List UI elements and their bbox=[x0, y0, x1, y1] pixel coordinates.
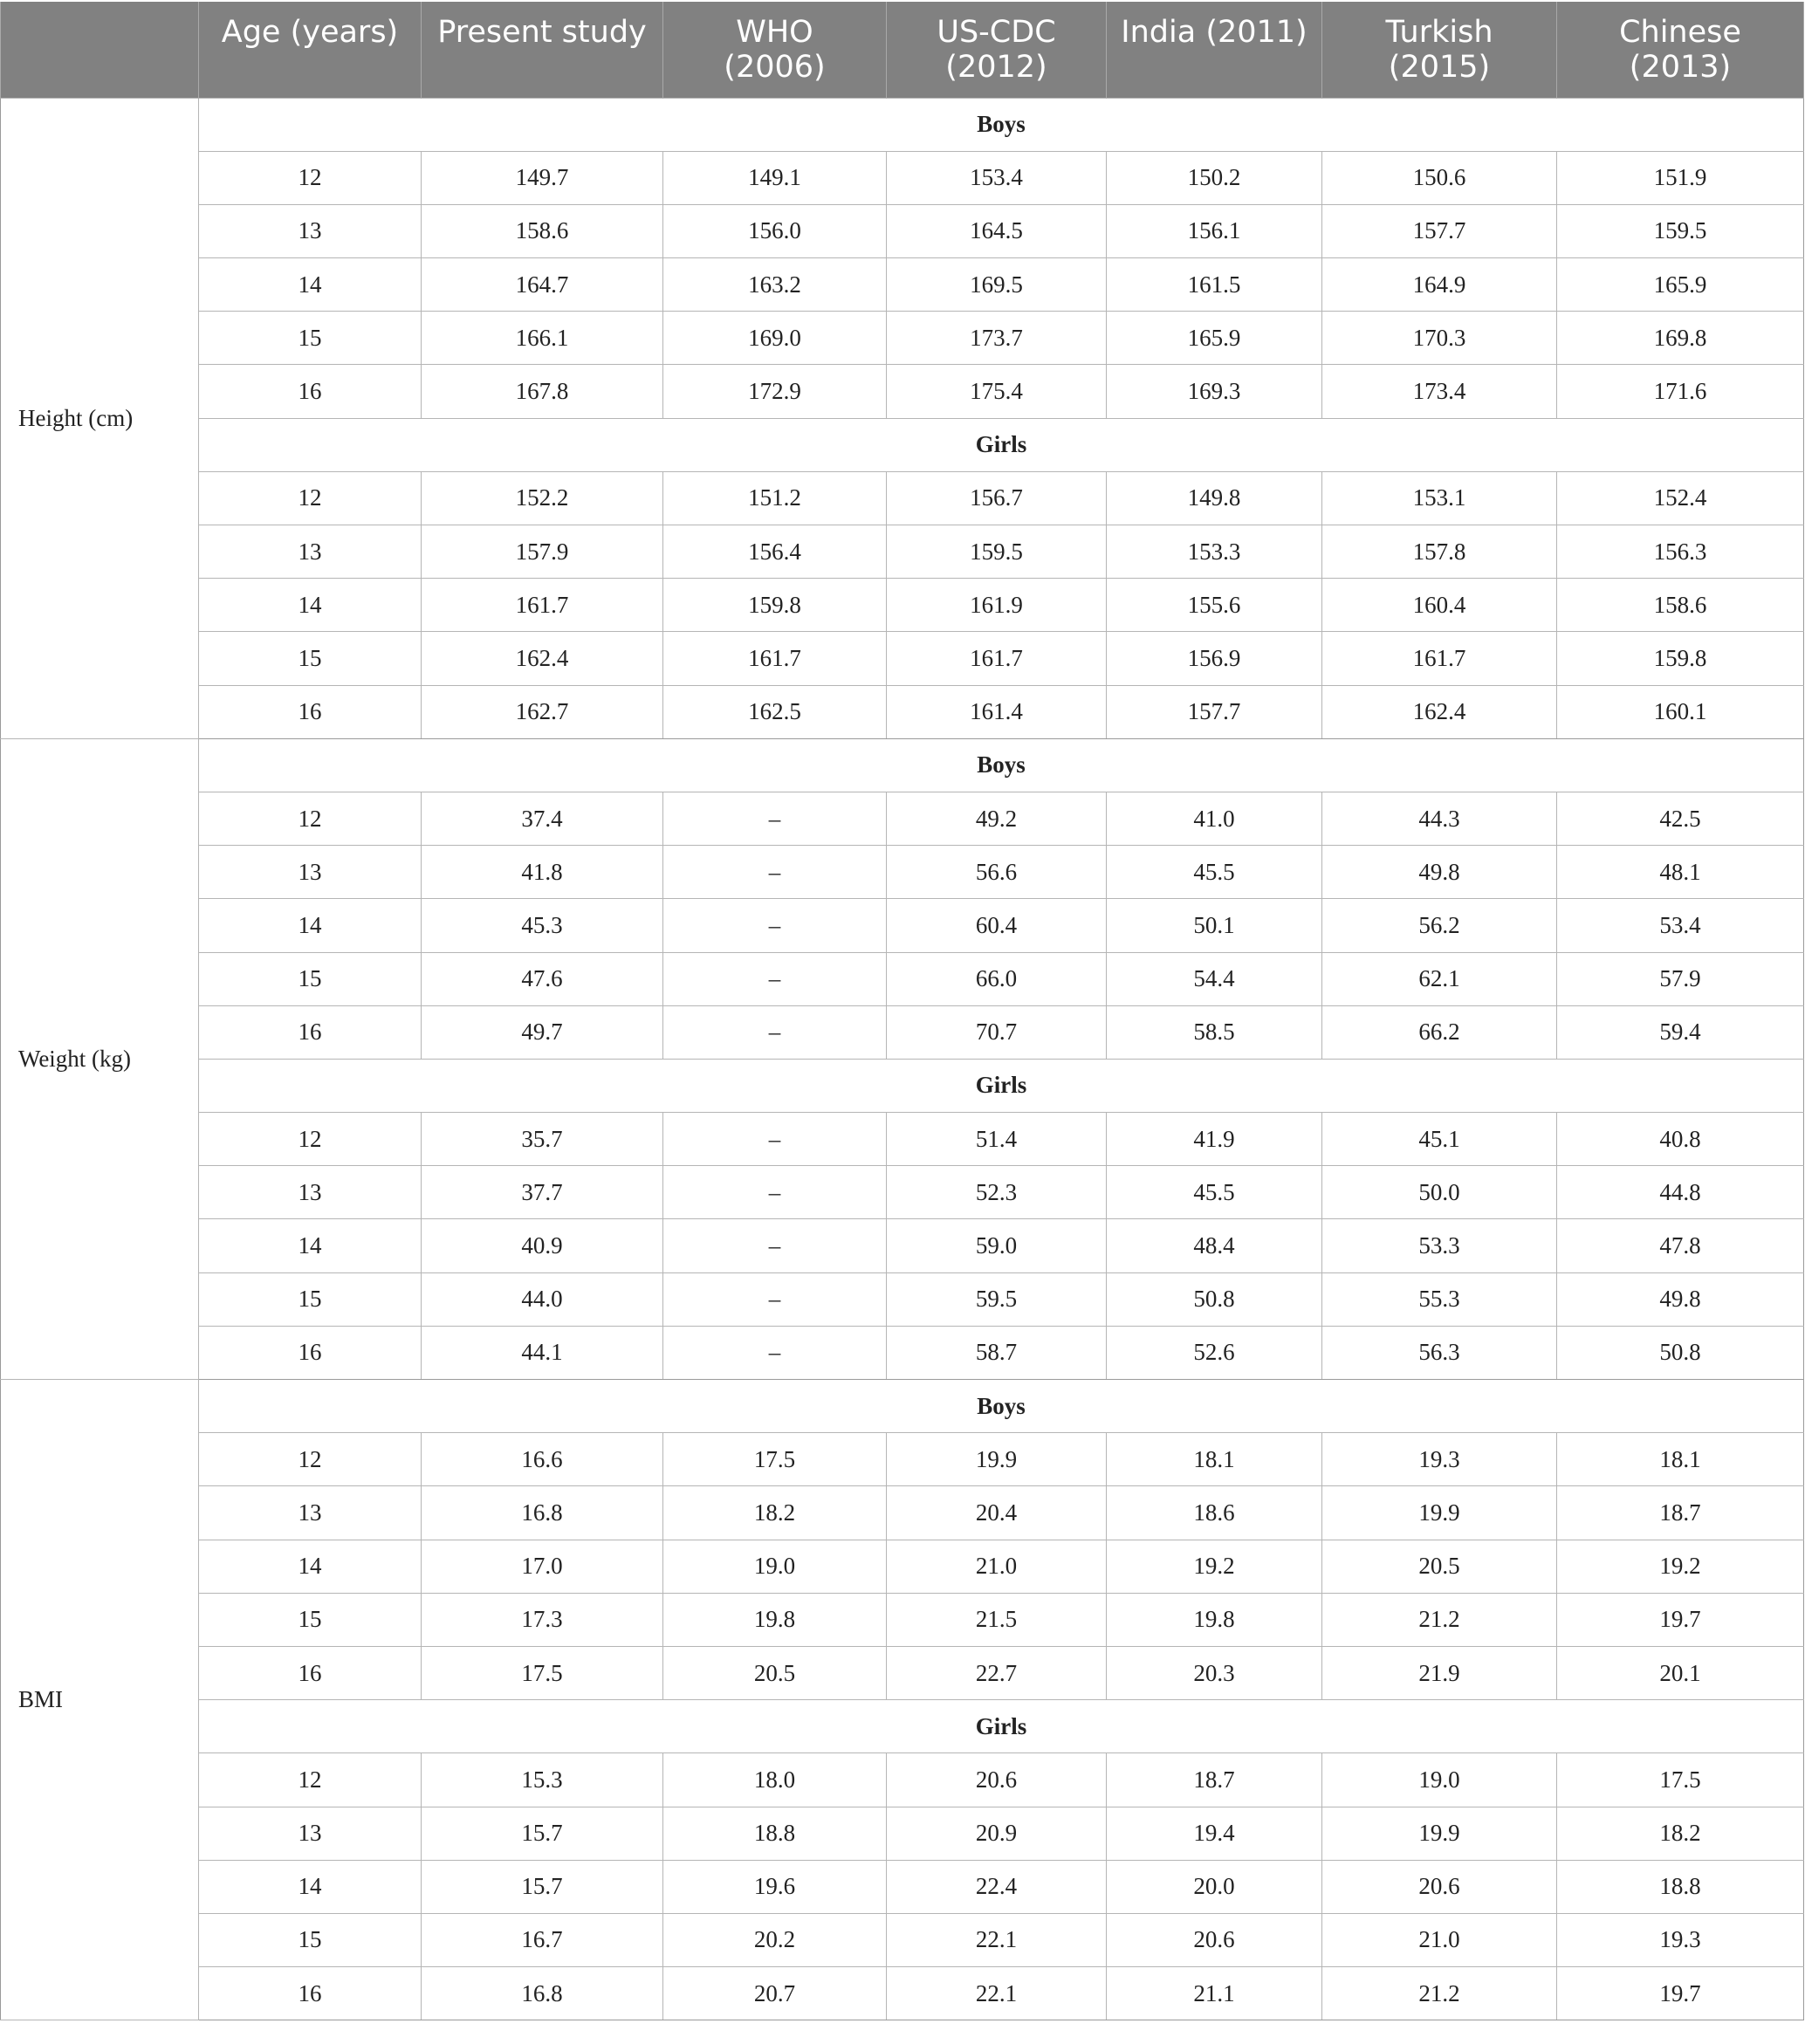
cell-india: 41.9 bbox=[1107, 1113, 1322, 1166]
cell-india: 161.5 bbox=[1107, 258, 1322, 312]
cell-who: 20.2 bbox=[663, 1913, 887, 1966]
header-cell-chinese bbox=[1557, 2, 1804, 98]
cell-age: 14 bbox=[199, 1540, 422, 1593]
cell-age: 16 bbox=[199, 1646, 422, 1699]
cell-present-study: 44.0 bbox=[422, 1272, 663, 1326]
cell-present-study: 40.9 bbox=[422, 1219, 663, 1272]
cell-age: 13 bbox=[199, 1486, 422, 1540]
cell-india: 52.6 bbox=[1107, 1326, 1322, 1379]
cell-india: 150.2 bbox=[1107, 151, 1322, 204]
cell-turkish: 53.3 bbox=[1322, 1219, 1557, 1272]
cell-india: 18.1 bbox=[1107, 1433, 1322, 1486]
cell-age: 14 bbox=[199, 579, 422, 632]
table-row bbox=[1, 1005, 1804, 1059]
cell-india: 18.6 bbox=[1107, 1486, 1322, 1540]
cell-present-study: 17.3 bbox=[422, 1593, 663, 1646]
cell-us-cdc: 161.7 bbox=[887, 632, 1107, 685]
cell-us-cdc: 20.4 bbox=[887, 1486, 1107, 1540]
cell-who: – bbox=[663, 1326, 887, 1379]
cell-us-cdc: 58.7 bbox=[887, 1326, 1107, 1379]
table-row bbox=[1, 1913, 1804, 1966]
header-cell-turkish bbox=[1322, 2, 1557, 98]
cell-present-study: 162.4 bbox=[422, 632, 663, 685]
cell-us-cdc: 22.4 bbox=[887, 1860, 1107, 1913]
table-row bbox=[1, 1486, 1804, 1540]
cell-who: – bbox=[663, 1219, 887, 1272]
cell-india: 156.9 bbox=[1107, 632, 1322, 685]
cell-chinese: 152.4 bbox=[1557, 471, 1804, 525]
cell-us-cdc: 49.2 bbox=[887, 792, 1107, 845]
table-row bbox=[1, 1540, 1804, 1593]
header-turkish-name: Turkish bbox=[1385, 15, 1493, 50]
cell-present-study: 17.5 bbox=[422, 1646, 663, 1699]
cell-who: 161.7 bbox=[663, 632, 887, 685]
table-row bbox=[1, 1166, 1804, 1219]
cell-turkish: 153.1 bbox=[1322, 471, 1557, 525]
cell-us-cdc: 21.5 bbox=[887, 1593, 1107, 1646]
subgroup-row bbox=[1, 1380, 1804, 1433]
cell-present-study: 41.8 bbox=[422, 846, 663, 899]
header-cell-age: Age (years) bbox=[199, 2, 422, 98]
cell-chinese: 158.6 bbox=[1557, 579, 1804, 632]
cell-us-cdc: 66.0 bbox=[887, 952, 1107, 1005]
cell-us-cdc: 156.7 bbox=[887, 471, 1107, 525]
cell-us-cdc: 173.7 bbox=[887, 312, 1107, 365]
cell-us-cdc: 22.1 bbox=[887, 1967, 1107, 2020]
cell-present-study: 37.4 bbox=[422, 792, 663, 845]
sex-subheading: Boys bbox=[199, 1380, 1804, 1433]
cell-age: 15 bbox=[199, 1913, 422, 1966]
cell-age: 13 bbox=[199, 204, 422, 257]
header-us-cdc-name: US-CDC bbox=[937, 15, 1056, 50]
cell-india: 20.3 bbox=[1107, 1646, 1322, 1699]
cell-who: 20.7 bbox=[663, 1967, 887, 2020]
cell-chinese: 19.7 bbox=[1557, 1967, 1804, 2020]
cell-chinese: 151.9 bbox=[1557, 151, 1804, 204]
cell-chinese: 19.7 bbox=[1557, 1593, 1804, 1646]
cell-turkish: 44.3 bbox=[1322, 792, 1557, 845]
cell-chinese: 156.3 bbox=[1557, 525, 1804, 579]
cell-present-study: 49.7 bbox=[422, 1005, 663, 1059]
cell-us-cdc: 21.0 bbox=[887, 1540, 1107, 1593]
cell-india: 19.4 bbox=[1107, 1807, 1322, 1860]
table-row bbox=[1, 471, 1804, 525]
cell-age: 15 bbox=[199, 312, 422, 365]
table-row bbox=[1, 1433, 1804, 1486]
cell-age: 14 bbox=[199, 258, 422, 312]
subgroup-row bbox=[1, 1700, 1804, 1753]
cell-who: 19.6 bbox=[663, 1860, 887, 1913]
cell-present-study: 162.7 bbox=[422, 685, 663, 738]
cell-chinese: 169.8 bbox=[1557, 312, 1804, 365]
cell-age: 12 bbox=[199, 1753, 422, 1807]
table-row bbox=[1, 685, 1804, 738]
cell-us-cdc: 161.9 bbox=[887, 579, 1107, 632]
header-cell-india: India (2011) bbox=[1107, 2, 1322, 98]
cell-turkish: 21.2 bbox=[1322, 1967, 1557, 2020]
cell-chinese: 18.7 bbox=[1557, 1486, 1804, 1540]
cell-chinese: 19.2 bbox=[1557, 1540, 1804, 1593]
cell-present-study: 152.2 bbox=[422, 471, 663, 525]
cell-age: 14 bbox=[199, 1219, 422, 1272]
cell-who: 19.0 bbox=[663, 1540, 887, 1593]
cell-age: 16 bbox=[199, 1967, 422, 2020]
sex-subheading: Girls bbox=[199, 418, 1804, 471]
cell-india: 157.7 bbox=[1107, 685, 1322, 738]
table-row bbox=[1, 846, 1804, 899]
cell-india: 20.0 bbox=[1107, 1860, 1322, 1913]
cell-who: 172.9 bbox=[663, 365, 887, 418]
comparison-table-wrapper bbox=[0, 2, 1803, 2020]
cell-chinese: 160.1 bbox=[1557, 685, 1804, 738]
cell-chinese: 57.9 bbox=[1557, 952, 1804, 1005]
header-cell-us-cdc bbox=[887, 2, 1107, 98]
cell-turkish: 49.8 bbox=[1322, 846, 1557, 899]
cell-india: 169.3 bbox=[1107, 365, 1322, 418]
cell-turkish: 164.9 bbox=[1322, 258, 1557, 312]
cell-age: 14 bbox=[199, 899, 422, 952]
cell-us-cdc: 175.4 bbox=[887, 365, 1107, 418]
table-row bbox=[1, 1860, 1804, 1913]
cell-turkish: 45.1 bbox=[1322, 1113, 1557, 1166]
cell-age: 13 bbox=[199, 1166, 422, 1219]
cell-turkish: 160.4 bbox=[1322, 579, 1557, 632]
table-row bbox=[1, 1967, 1804, 2020]
cell-turkish: 162.4 bbox=[1322, 685, 1557, 738]
cell-turkish: 19.0 bbox=[1322, 1753, 1557, 1807]
cell-chinese: 165.9 bbox=[1557, 258, 1804, 312]
cell-present-study: 157.9 bbox=[422, 525, 663, 579]
cell-chinese: 42.5 bbox=[1557, 792, 1804, 845]
table-row bbox=[1, 1753, 1804, 1807]
table-row bbox=[1, 1219, 1804, 1272]
cell-us-cdc: 20.9 bbox=[887, 1807, 1107, 1860]
cell-who: 17.5 bbox=[663, 1433, 887, 1486]
cell-us-cdc: 59.0 bbox=[887, 1219, 1107, 1272]
cell-india: 20.6 bbox=[1107, 1913, 1322, 1966]
cell-present-study: 166.1 bbox=[422, 312, 663, 365]
cell-india: 155.6 bbox=[1107, 579, 1322, 632]
cell-turkish: 150.6 bbox=[1322, 151, 1557, 204]
cell-india: 41.0 bbox=[1107, 792, 1322, 845]
table-row bbox=[1, 1593, 1804, 1646]
table-body bbox=[1, 98, 1804, 2020]
cell-turkish: 19.9 bbox=[1322, 1807, 1557, 1860]
cell-turkish: 21.9 bbox=[1322, 1646, 1557, 1699]
cell-present-study: 15.3 bbox=[422, 1753, 663, 1807]
cell-turkish: 62.1 bbox=[1322, 952, 1557, 1005]
cell-india: 165.9 bbox=[1107, 312, 1322, 365]
cell-turkish: 55.3 bbox=[1322, 1272, 1557, 1326]
cell-chinese: 47.8 bbox=[1557, 1219, 1804, 1272]
table-header bbox=[1, 2, 1804, 98]
header-us-cdc-year: (2012) bbox=[945, 50, 1047, 85]
cell-india: 45.5 bbox=[1107, 1166, 1322, 1219]
header-cell-measure bbox=[1, 2, 199, 98]
cell-chinese: 59.4 bbox=[1557, 1005, 1804, 1059]
cell-who: 20.5 bbox=[663, 1646, 887, 1699]
cell-chinese: 20.1 bbox=[1557, 1646, 1804, 1699]
table-row bbox=[1, 579, 1804, 632]
cell-india: 54.4 bbox=[1107, 952, 1322, 1005]
cell-us-cdc: 161.4 bbox=[887, 685, 1107, 738]
cell-age: 12 bbox=[199, 151, 422, 204]
cell-age: 13 bbox=[199, 1807, 422, 1860]
table-row bbox=[1, 151, 1804, 204]
sex-subheading: Boys bbox=[199, 98, 1804, 151]
cell-india: 45.5 bbox=[1107, 846, 1322, 899]
cell-us-cdc: 153.4 bbox=[887, 151, 1107, 204]
cell-who: 159.8 bbox=[663, 579, 887, 632]
cell-us-cdc: 60.4 bbox=[887, 899, 1107, 952]
cell-chinese: 171.6 bbox=[1557, 365, 1804, 418]
header-row bbox=[1, 2, 1804, 98]
cell-who: – bbox=[663, 899, 887, 952]
cell-india: 18.7 bbox=[1107, 1753, 1322, 1807]
cell-age: 12 bbox=[199, 792, 422, 845]
cell-india: 48.4 bbox=[1107, 1219, 1322, 1272]
cell-turkish: 21.0 bbox=[1322, 1913, 1557, 1966]
header-turkish-year: (2015) bbox=[1388, 50, 1491, 85]
header-who-year: (2006) bbox=[724, 50, 826, 85]
table-row bbox=[1, 258, 1804, 312]
cell-present-study: 161.7 bbox=[422, 579, 663, 632]
cell-who: 151.2 bbox=[663, 471, 887, 525]
cell-who: 18.2 bbox=[663, 1486, 887, 1540]
cell-present-study: 15.7 bbox=[422, 1807, 663, 1860]
cell-age: 15 bbox=[199, 1272, 422, 1326]
cell-age: 12 bbox=[199, 471, 422, 525]
cell-present-study: 47.6 bbox=[422, 952, 663, 1005]
cell-chinese: 18.1 bbox=[1557, 1433, 1804, 1486]
cell-turkish: 56.3 bbox=[1322, 1326, 1557, 1379]
header-chinese-year: (2013) bbox=[1629, 50, 1732, 85]
cell-present-study: 164.7 bbox=[422, 258, 663, 312]
cell-chinese: 18.2 bbox=[1557, 1807, 1804, 1860]
table-row bbox=[1, 312, 1804, 365]
cell-india: 50.8 bbox=[1107, 1272, 1322, 1326]
cell-turkish: 56.2 bbox=[1322, 899, 1557, 952]
cell-who: – bbox=[663, 1005, 887, 1059]
cell-chinese: 49.8 bbox=[1557, 1272, 1804, 1326]
cell-us-cdc: 56.6 bbox=[887, 846, 1107, 899]
cell-who: – bbox=[663, 846, 887, 899]
cell-age: 16 bbox=[199, 685, 422, 738]
cell-who: 18.8 bbox=[663, 1807, 887, 1860]
cell-turkish: 21.2 bbox=[1322, 1593, 1557, 1646]
cell-turkish: 19.9 bbox=[1322, 1486, 1557, 1540]
cell-turkish: 157.7 bbox=[1322, 204, 1557, 257]
subgroup-row bbox=[1, 1059, 1804, 1112]
cell-present-study: 44.1 bbox=[422, 1326, 663, 1379]
cell-present-study: 16.8 bbox=[422, 1486, 663, 1540]
cell-turkish: 173.4 bbox=[1322, 365, 1557, 418]
cell-us-cdc: 164.5 bbox=[887, 204, 1107, 257]
measure-label: Height (cm) bbox=[1, 98, 199, 738]
cell-us-cdc: 70.7 bbox=[887, 1005, 1107, 1059]
cell-age: 13 bbox=[199, 846, 422, 899]
cell-turkish: 20.6 bbox=[1322, 1860, 1557, 1913]
cell-who: 162.5 bbox=[663, 685, 887, 738]
cell-turkish: 170.3 bbox=[1322, 312, 1557, 365]
cell-us-cdc: 19.9 bbox=[887, 1433, 1107, 1486]
cell-india: 19.8 bbox=[1107, 1593, 1322, 1646]
cell-chinese: 40.8 bbox=[1557, 1113, 1804, 1166]
cell-us-cdc: 22.1 bbox=[887, 1913, 1107, 1966]
cell-present-study: 35.7 bbox=[422, 1113, 663, 1166]
cell-present-study: 158.6 bbox=[422, 204, 663, 257]
cell-who: – bbox=[663, 1272, 887, 1326]
cell-turkish: 19.3 bbox=[1322, 1433, 1557, 1486]
cell-chinese: 18.8 bbox=[1557, 1860, 1804, 1913]
cell-present-study: 45.3 bbox=[422, 899, 663, 952]
subgroup-row bbox=[1, 98, 1804, 151]
cell-chinese: 159.8 bbox=[1557, 632, 1804, 685]
cell-turkish: 161.7 bbox=[1322, 632, 1557, 685]
table-row bbox=[1, 1272, 1804, 1326]
table-row bbox=[1, 365, 1804, 418]
cell-chinese: 48.1 bbox=[1557, 846, 1804, 899]
cell-who: 149.1 bbox=[663, 151, 887, 204]
header-who-name: WHO bbox=[736, 15, 813, 50]
cell-us-cdc: 52.3 bbox=[887, 1166, 1107, 1219]
cell-present-study: 37.7 bbox=[422, 1166, 663, 1219]
cell-present-study: 16.8 bbox=[422, 1967, 663, 2020]
sex-subheading: Girls bbox=[199, 1059, 1804, 1112]
cell-who: – bbox=[663, 952, 887, 1005]
cell-us-cdc: 59.5 bbox=[887, 1272, 1107, 1326]
cell-who: 156.0 bbox=[663, 204, 887, 257]
measure-label: Weight (kg) bbox=[1, 738, 199, 1379]
cell-chinese: 50.8 bbox=[1557, 1326, 1804, 1379]
cell-turkish: 157.8 bbox=[1322, 525, 1557, 579]
table-row bbox=[1, 632, 1804, 685]
sex-subheading: Boys bbox=[199, 738, 1804, 792]
header-chinese-name: Chinese bbox=[1619, 15, 1741, 50]
cell-who: 19.8 bbox=[663, 1593, 887, 1646]
cell-us-cdc: 20.6 bbox=[887, 1753, 1107, 1807]
cell-chinese: 19.3 bbox=[1557, 1913, 1804, 1966]
cell-turkish: 50.0 bbox=[1322, 1166, 1557, 1219]
cell-who: – bbox=[663, 1113, 887, 1166]
cell-chinese: 159.5 bbox=[1557, 204, 1804, 257]
cell-turkish: 66.2 bbox=[1322, 1005, 1557, 1059]
cell-who: 163.2 bbox=[663, 258, 887, 312]
table-row bbox=[1, 1646, 1804, 1699]
cell-present-study: 149.7 bbox=[422, 151, 663, 204]
cell-india: 21.1 bbox=[1107, 1967, 1322, 2020]
cell-india: 50.1 bbox=[1107, 899, 1322, 952]
subgroup-row bbox=[1, 418, 1804, 471]
cell-who: – bbox=[663, 1166, 887, 1219]
cell-india: 156.1 bbox=[1107, 204, 1322, 257]
cell-present-study: 17.0 bbox=[422, 1540, 663, 1593]
cell-chinese: 44.8 bbox=[1557, 1166, 1804, 1219]
cell-us-cdc: 159.5 bbox=[887, 525, 1107, 579]
cell-present-study: 16.7 bbox=[422, 1913, 663, 1966]
cell-age: 15 bbox=[199, 952, 422, 1005]
cell-us-cdc: 169.5 bbox=[887, 258, 1107, 312]
header-cell-who bbox=[663, 2, 887, 98]
table-row bbox=[1, 792, 1804, 845]
subgroup-row bbox=[1, 738, 1804, 792]
header-cell-present-study: Present study bbox=[422, 2, 663, 98]
cell-who: 156.4 bbox=[663, 525, 887, 579]
cell-turkish: 20.5 bbox=[1322, 1540, 1557, 1593]
cell-age: 12 bbox=[199, 1113, 422, 1166]
table-row bbox=[1, 204, 1804, 257]
cell-who: – bbox=[663, 792, 887, 845]
cell-age: 13 bbox=[199, 525, 422, 579]
cell-present-study: 15.7 bbox=[422, 1860, 663, 1913]
table-row bbox=[1, 952, 1804, 1005]
cell-us-cdc: 51.4 bbox=[887, 1113, 1107, 1166]
sex-subheading: Girls bbox=[199, 1700, 1804, 1753]
table-row bbox=[1, 899, 1804, 952]
cell-age: 14 bbox=[199, 1860, 422, 1913]
cell-age: 12 bbox=[199, 1433, 422, 1486]
table-row bbox=[1, 1326, 1804, 1379]
cell-present-study: 16.6 bbox=[422, 1433, 663, 1486]
table-row bbox=[1, 1807, 1804, 1860]
cell-us-cdc: 22.7 bbox=[887, 1646, 1107, 1699]
cell-present-study: 167.8 bbox=[422, 365, 663, 418]
cell-age: 15 bbox=[199, 1593, 422, 1646]
table-row bbox=[1, 525, 1804, 579]
cell-who: 169.0 bbox=[663, 312, 887, 365]
cell-india: 153.3 bbox=[1107, 525, 1322, 579]
cell-age: 16 bbox=[199, 1005, 422, 1059]
cell-age: 15 bbox=[199, 632, 422, 685]
cell-india: 149.8 bbox=[1107, 471, 1322, 525]
cell-chinese: 17.5 bbox=[1557, 1753, 1804, 1807]
cell-india: 58.5 bbox=[1107, 1005, 1322, 1059]
cell-age: 16 bbox=[199, 365, 422, 418]
cell-chinese: 53.4 bbox=[1557, 899, 1804, 952]
table-row bbox=[1, 1113, 1804, 1166]
cell-who: 18.0 bbox=[663, 1753, 887, 1807]
measure-label: BMI bbox=[1, 1380, 199, 2020]
cell-age: 16 bbox=[199, 1326, 422, 1379]
cell-india: 19.2 bbox=[1107, 1540, 1322, 1593]
growth-reference-table bbox=[0, 2, 1804, 2020]
